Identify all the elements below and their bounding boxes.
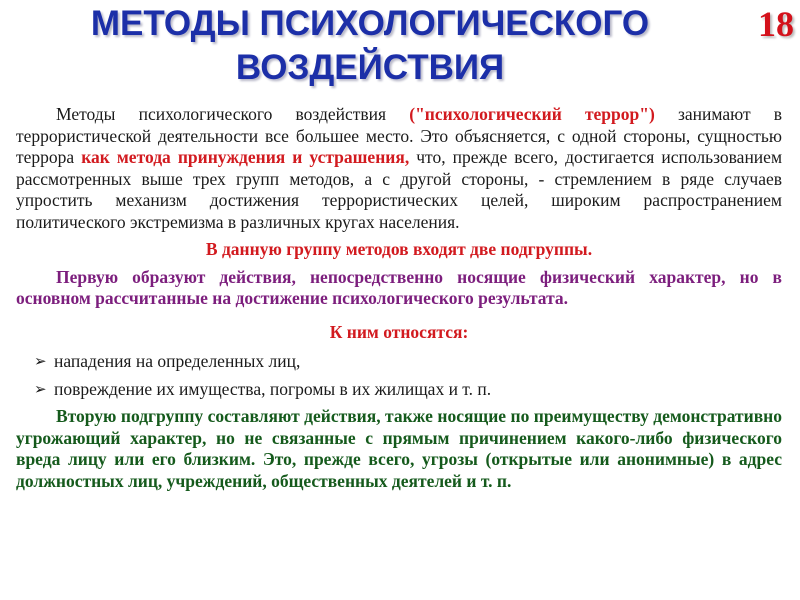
slide-title bbox=[60, 2, 680, 90]
intro-text-1: Методы психологического воздействия bbox=[56, 104, 410, 124]
arrow-bullet-icon: ➢ bbox=[34, 352, 47, 370]
title-line-1: МЕТОДЫ ПСИХОЛОГИЧЕСКОГО bbox=[90, 4, 650, 43]
bullet-list bbox=[16, 351, 782, 400]
second-subgroup-paragraph: Вторую подгруппу составляют действия, также носящие по преимуществу демонстративно угрожающий характер, но не связанные с прямым причинением какого-либо физического вреда лицу или его близким. Это, прежде всего, угрозы (открытые или анонимные) в адрес должностных лиц, учреждений, общественных деятелей и т. п. bbox=[16, 406, 782, 491]
list-item bbox=[16, 351, 782, 373]
page-number: 18 bbox=[758, 4, 794, 44]
list-item-text: повреждение их имущества, погромы в их жилищах и т. п. bbox=[54, 378, 492, 399]
arrow-bullet-icon: ➢ bbox=[34, 379, 47, 398]
title-line-2: ВОЗДЕЙСТВИЯ bbox=[235, 48, 505, 87]
psychological-terror-term: ("психологический террор") bbox=[409, 104, 655, 124]
coercion-method-term: как метода принуждения и устрашения, bbox=[81, 147, 410, 167]
list-item-text: нападения на определенных лиц, bbox=[54, 351, 301, 371]
first-subgroup-paragraph: Первую образуют действия, непосредственно носящие физический характер, но в основном рассчитанные на достижение психологического результата. bbox=[16, 266, 782, 308]
related-heading: К ним относятся: bbox=[329, 321, 469, 342]
list-item bbox=[16, 379, 782, 401]
intro-paragraph bbox=[16, 104, 782, 233]
slide-body bbox=[16, 104, 782, 492]
intro-text-3: что, прежде всего, достигается использованием рассмотренных выше трех групп методов, а с другой стороны, - стремлением в ряде случаев упростить механизм достижения террористических целей, широким распространением политического экстремизма в различных кругах населения. bbox=[16, 147, 783, 232]
subgroups-heading: В данную группу методов входят две подгруппы. bbox=[205, 239, 593, 259]
intro-text-2: занимают в террористической деятельности все большее место. Это объясняется, с одной стороны, сущностью террора bbox=[16, 104, 783, 167]
